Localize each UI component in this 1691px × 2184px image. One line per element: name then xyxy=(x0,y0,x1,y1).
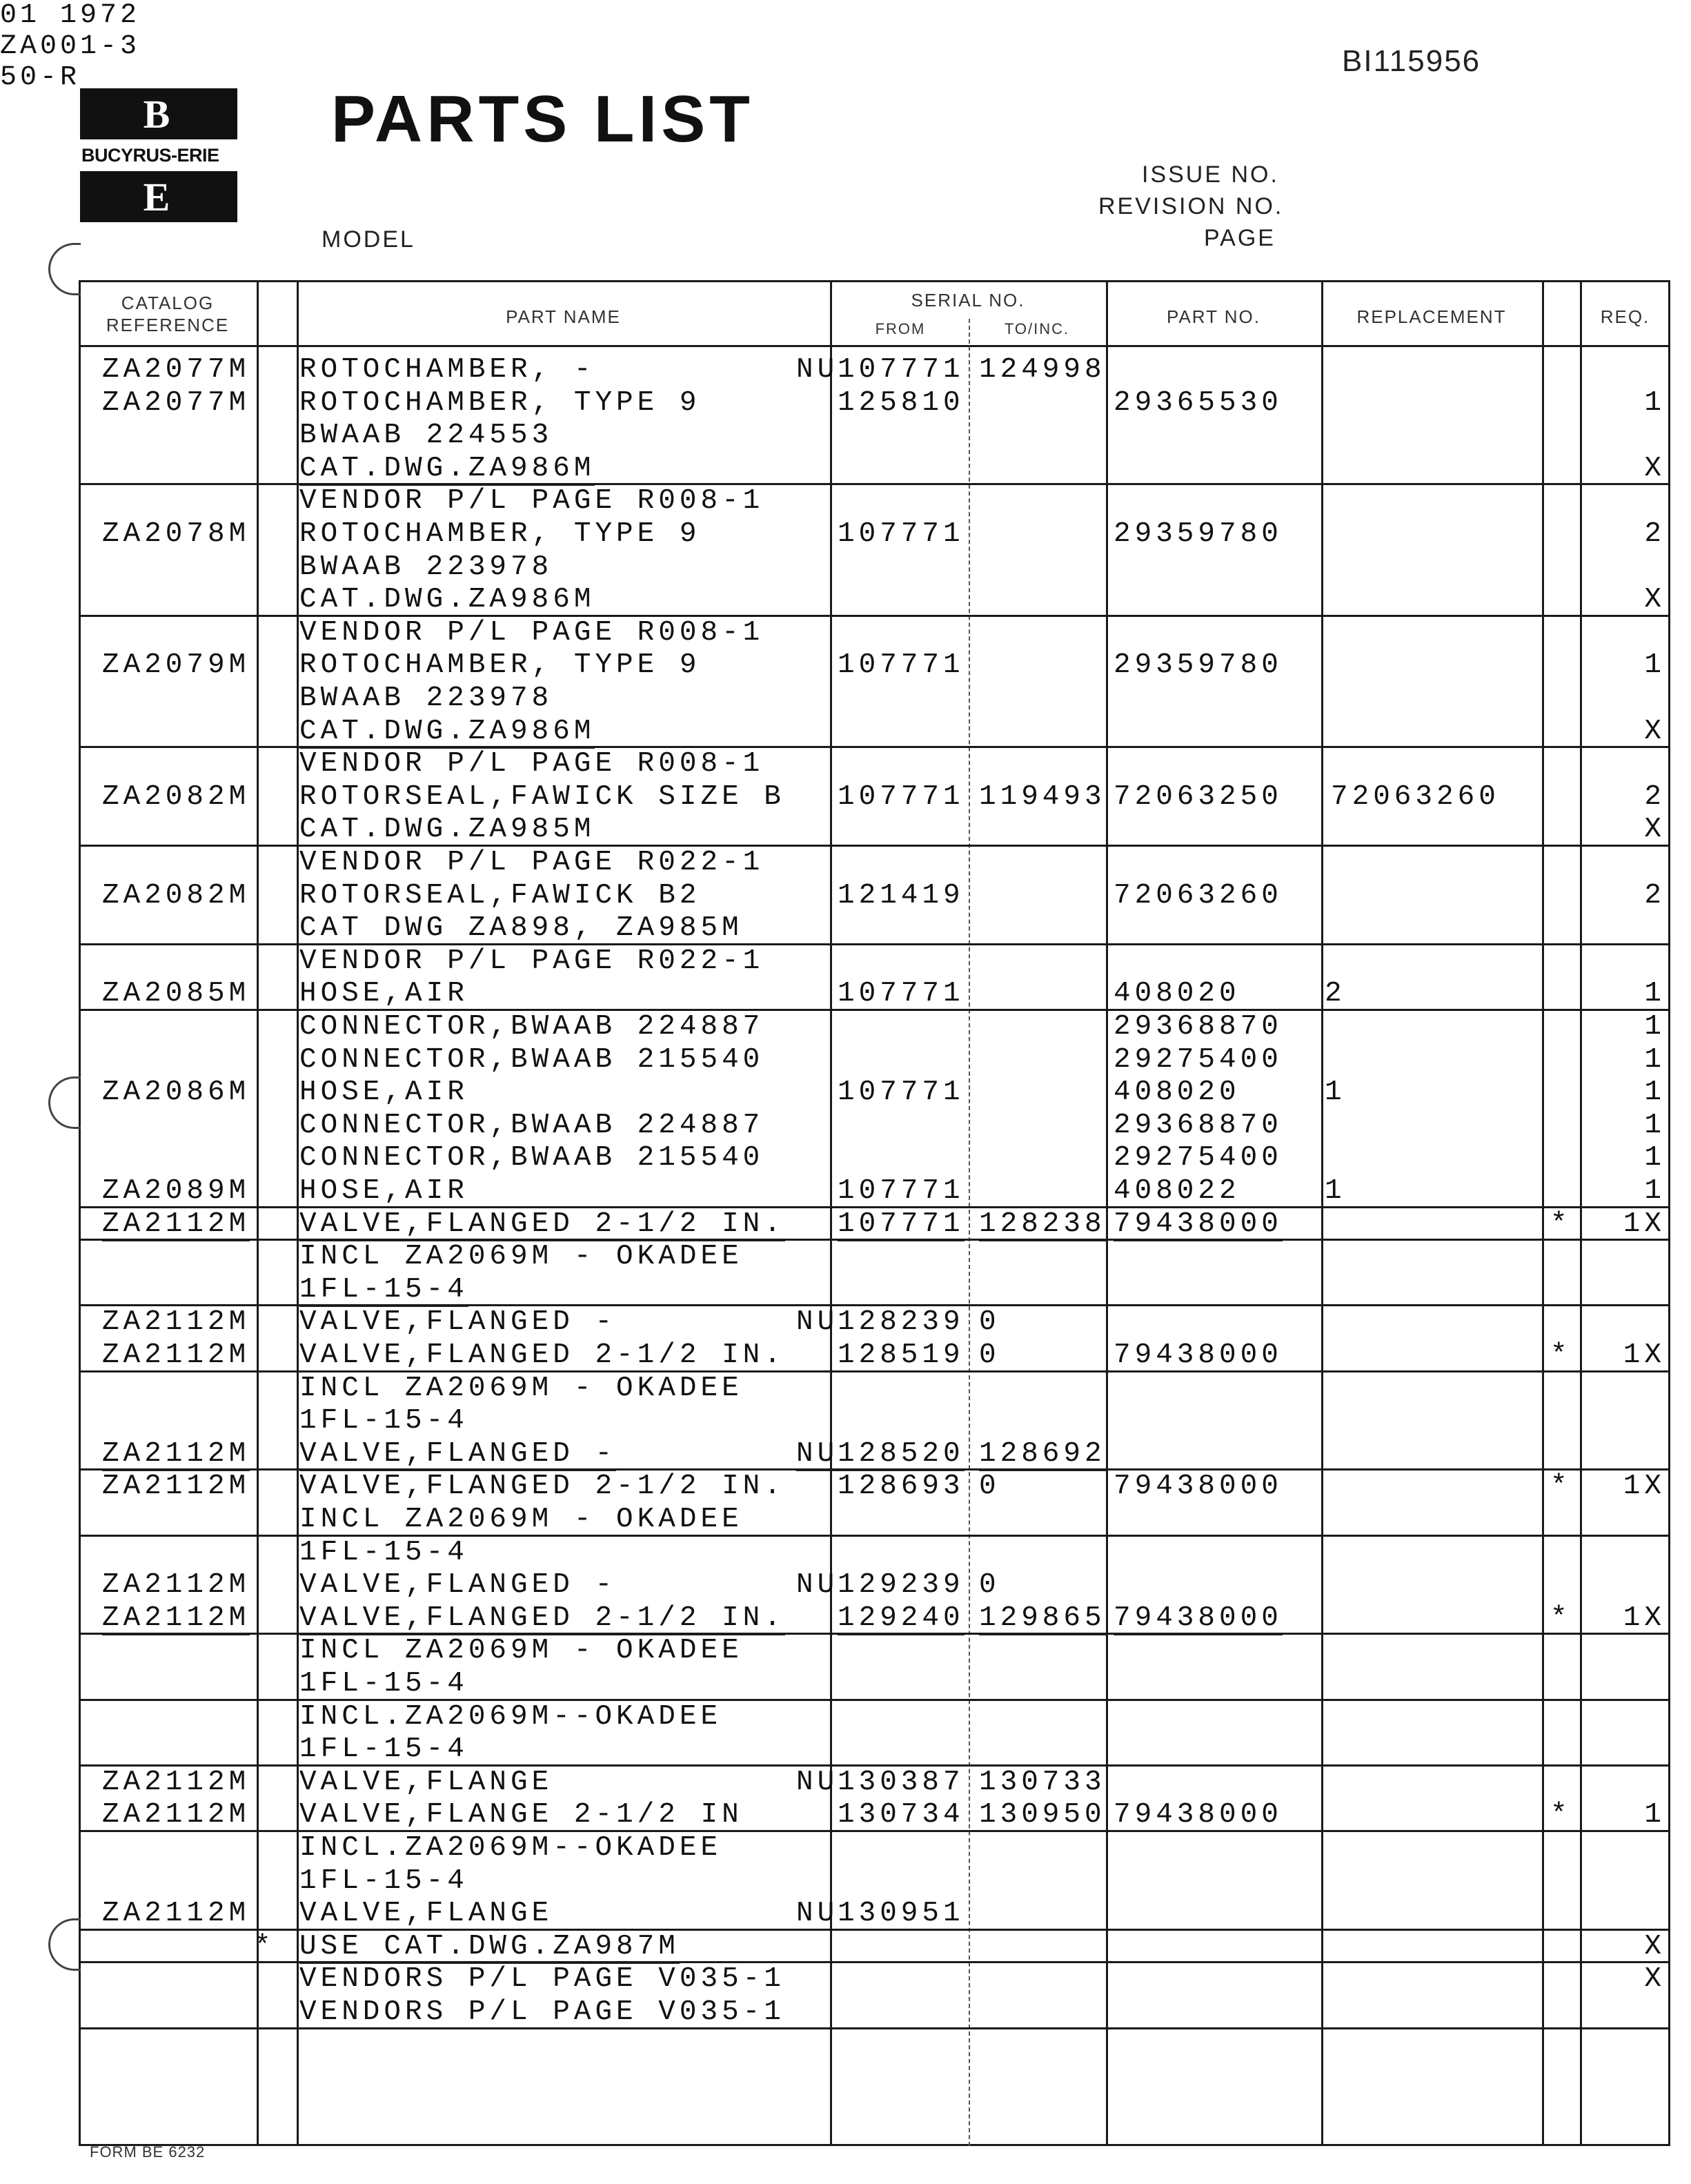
serial-from: 107771 xyxy=(838,354,965,386)
required-qty: 2 xyxy=(1644,518,1665,550)
table-row xyxy=(79,616,1670,649)
table-row xyxy=(79,879,1670,912)
note-marker: * xyxy=(1550,1602,1572,1634)
part-name: CONNECTOR,BWAAB 215540 xyxy=(299,1043,764,1076)
table-row xyxy=(79,1372,1670,1405)
col-header-part-name: PART NAME xyxy=(506,306,621,327)
part-name: BWAAB 224553 xyxy=(299,420,553,452)
part-name: ROTOCHAMBER, TYPE 9 xyxy=(299,649,701,682)
part-name: ROTOCHAMBER, TYPE 9 xyxy=(299,518,701,550)
serial-from: 107771 xyxy=(838,1175,965,1207)
serial-from: 128520 xyxy=(838,1437,965,1470)
part-name: VENDOR P/L PAGE R008-1 xyxy=(299,616,764,649)
page-label: PAGE xyxy=(1204,225,1276,251)
required-qty: 1 xyxy=(1644,1175,1665,1207)
serial-from: 125810 xyxy=(838,386,965,419)
serial-to: 0 xyxy=(979,1470,1000,1503)
revision-label: REVISION NO. xyxy=(1098,193,1284,219)
page-value: ZA001-3 xyxy=(0,31,141,62)
part-name: CONNECTOR,BWAAB 215540 xyxy=(299,1142,764,1174)
page-title: PARTS LIST xyxy=(331,82,754,156)
col-header-catalog: CATALOG xyxy=(121,293,215,313)
part-number: 29368870 xyxy=(1114,1109,1283,1141)
part-number: 79438000 xyxy=(1114,1339,1283,1371)
table-row xyxy=(79,1043,1670,1076)
catalog-reference: ZA2085M xyxy=(102,978,250,1010)
part-name: CONNECTOR,BWAAB 224887 xyxy=(299,1011,764,1043)
table-row xyxy=(79,1109,1670,1142)
part-name: VENDOR P/L PAGE R008-1 xyxy=(299,748,764,780)
required-qty: 2 xyxy=(1644,780,1665,813)
part-name: VENDORS P/L PAGE V035-1 xyxy=(299,1996,785,2028)
part-number: 79438000 xyxy=(1114,1799,1283,1831)
part-name: 1FL-15-4 xyxy=(299,1865,468,1897)
issue-value: 01 1972 xyxy=(0,0,141,31)
table-row xyxy=(79,1733,1670,1766)
part-name: VALVE,FLANGE 2-1/2 IN xyxy=(299,1799,743,1831)
required-qty: 1X xyxy=(1623,1208,1665,1240)
serial-to: 129865 xyxy=(979,1602,1106,1634)
header-divider xyxy=(79,345,1670,347)
part-name: BWAAB 223978 xyxy=(299,551,553,583)
punch-hole xyxy=(48,243,81,295)
part-name: VALVE,FLANGE xyxy=(299,1898,553,1930)
reference-marker: * xyxy=(254,1930,275,1962)
table-row xyxy=(79,1437,1670,1470)
serial-to: 130733 xyxy=(979,1766,1106,1798)
serial-from: 128693 xyxy=(838,1470,965,1503)
issue-label: ISSUE NO. xyxy=(1142,161,1279,188)
part-name: INCL ZA2069M - OKADEE xyxy=(299,1241,743,1273)
required-qty: X xyxy=(1644,715,1665,747)
catalog-reference: ZA2112M xyxy=(102,1766,250,1798)
serial-from: 107771 xyxy=(838,1076,965,1109)
logo-letter-top: B xyxy=(143,91,175,137)
part-name: CAT.DWG.ZA986M xyxy=(299,715,595,747)
table-row xyxy=(79,1208,1670,1241)
table-row xyxy=(79,1897,1670,1930)
table-row xyxy=(79,1470,1670,1503)
part-number: 79438000 xyxy=(1114,1208,1283,1240)
serial-to: 119493 xyxy=(979,780,1106,813)
part-name: 1FL-15-4 xyxy=(299,1405,468,1437)
part-name: HOSE,AIR xyxy=(299,1076,468,1109)
table-row xyxy=(79,1996,1670,2029)
serial-from: 107771 xyxy=(838,780,965,813)
part-number: 408022 1 xyxy=(1114,1175,1346,1207)
serial-from: 129240 xyxy=(838,1602,965,1634)
part-name: VALVE,FLANGED - xyxy=(299,1437,617,1470)
not-used-flag: NU xyxy=(796,1569,839,1602)
table-row xyxy=(79,846,1670,879)
part-name: BWAAB 223978 xyxy=(299,682,553,714)
required-qty: 1 xyxy=(1644,1142,1665,1174)
catalog-reference: ZA2112M xyxy=(102,1898,250,1930)
serial-from: 107771 xyxy=(838,518,965,550)
part-number: 408020 1 xyxy=(1114,1076,1346,1109)
serial-to: 128692 xyxy=(979,1437,1106,1470)
table-row xyxy=(79,1798,1670,1831)
required-qty: 1 xyxy=(1644,1799,1665,1831)
catalog-reference: ZA2112M xyxy=(102,1306,250,1339)
required-qty: 1X xyxy=(1623,1339,1665,1371)
part-name: VENDOR P/L PAGE R008-1 xyxy=(299,485,764,518)
required-qty: 1 xyxy=(1644,1109,1665,1141)
table-row xyxy=(79,1273,1670,1306)
required-qty: 1 xyxy=(1644,386,1665,419)
not-used-flag: NU xyxy=(796,1306,839,1339)
col-header-serial: SERIAL NO. xyxy=(911,290,1025,311)
table-row xyxy=(79,945,1670,978)
required-qty: 1 xyxy=(1644,1043,1665,1076)
part-name: ROTORSEAL,FAWICK B2 xyxy=(299,879,701,912)
part-name: CAT.DWG.ZA986M xyxy=(299,584,595,616)
logo-letter-bottom: E xyxy=(143,174,175,219)
part-name: VENDORS P/L PAGE V035-1 xyxy=(299,1963,785,1996)
part-name: CAT.DWG.ZA986M xyxy=(299,452,595,484)
not-used-flag: NU xyxy=(796,1898,839,1930)
part-name: CAT.DWG.ZA985M xyxy=(299,814,595,846)
part-name: VALVE,FLANGED - xyxy=(299,1306,617,1339)
serial-from: 130734 xyxy=(838,1799,965,1831)
catalog-reference: ZA2077M xyxy=(102,386,250,419)
table-row xyxy=(79,1700,1670,1733)
punch-hole xyxy=(48,1076,81,1129)
table-row xyxy=(79,682,1670,715)
catalog-reference: ZA2112M xyxy=(102,1339,250,1371)
model-label: MODEL xyxy=(322,226,415,253)
serial-to: 130950 xyxy=(979,1799,1106,1831)
part-name: HOSE,AIR xyxy=(299,1175,468,1207)
part-name: CONNECTOR,BWAAB 224887 xyxy=(299,1109,764,1141)
part-name: VALVE,FLANGED 2-1/2 IN. xyxy=(299,1602,785,1634)
part-name: ROTORSEAL,FAWICK SIZE B xyxy=(299,780,785,813)
required-qty: X xyxy=(1644,1930,1665,1962)
serial-from: 128239 xyxy=(838,1306,965,1339)
part-name: VENDOR P/L PAGE R022-1 xyxy=(299,945,764,977)
part-name: 1FL-15-4 xyxy=(299,1273,468,1306)
catalog-reference: ZA2112M xyxy=(102,1799,250,1831)
table-row xyxy=(79,1930,1670,1963)
required-qty: X xyxy=(1644,584,1665,616)
part-number: 29275400 xyxy=(1114,1043,1283,1076)
required-qty: 1 xyxy=(1644,649,1665,682)
table-row xyxy=(79,353,1670,386)
brand-name: BUCYRUS-ERIE xyxy=(81,145,219,166)
catalog-reference: ZA2112M xyxy=(102,1470,250,1503)
serial-from: 107771 xyxy=(838,1208,965,1240)
table-row xyxy=(79,1141,1670,1174)
catalog-reference: ZA2078M xyxy=(102,518,250,550)
required-qty: X xyxy=(1644,814,1665,846)
catalog-reference: ZA2082M xyxy=(102,780,250,813)
table-row xyxy=(79,518,1670,551)
part-number: 29275400 xyxy=(1114,1142,1283,1174)
note-marker: * xyxy=(1550,1339,1572,1371)
part-number: 79438000 xyxy=(1114,1470,1283,1503)
table-row xyxy=(79,1404,1670,1437)
logo-block-bottom xyxy=(80,171,237,222)
required-qty: 1 xyxy=(1644,1076,1665,1109)
serial-from: 107771 xyxy=(838,649,965,682)
note-marker: * xyxy=(1550,1470,1572,1503)
col-header-replacement: REPLACEMENT xyxy=(1356,306,1507,327)
table-row xyxy=(79,1831,1670,1865)
part-name: VALVE,FLANGED 2-1/2 IN. xyxy=(299,1339,785,1371)
part-number: 72063250 xyxy=(1114,780,1283,813)
serial-to: 0 xyxy=(979,1306,1000,1339)
part-name: VALVE,FLANGE xyxy=(299,1766,553,1798)
col-header-to: TO/INC. xyxy=(1004,320,1070,337)
required-qty: X xyxy=(1644,452,1665,484)
serial-to: 124998 xyxy=(979,354,1106,386)
part-name: INCL.ZA2069M--OKADEE xyxy=(299,1832,722,1864)
table-row xyxy=(79,551,1670,584)
model-value: 50-R xyxy=(0,62,81,93)
table-row xyxy=(79,452,1670,485)
col-header-req: REQ. xyxy=(1600,306,1650,327)
table-row xyxy=(79,1536,1670,1569)
table-row xyxy=(79,1667,1670,1700)
required-qty: 1X xyxy=(1623,1602,1665,1634)
table-row xyxy=(79,813,1670,846)
part-number: 408020 2 xyxy=(1114,978,1346,1010)
part-name: INCL.ZA2069M--OKADEE xyxy=(299,1700,722,1733)
table-row xyxy=(79,484,1670,518)
table-row xyxy=(79,1240,1670,1273)
part-name: 1FL-15-4 xyxy=(299,1668,468,1700)
table-row xyxy=(79,1010,1670,1043)
required-qty: X xyxy=(1644,1963,1665,1996)
required-qty: 2 xyxy=(1644,879,1665,912)
col-header-reference: REFERENCE xyxy=(106,315,230,335)
note-marker: * xyxy=(1550,1799,1572,1831)
required-qty: 1X xyxy=(1623,1470,1665,1503)
serial-from: 130951 xyxy=(838,1898,965,1930)
table-row xyxy=(79,1503,1670,1536)
not-used-flag: NU xyxy=(796,1437,839,1470)
table-row xyxy=(79,780,1670,814)
table-row xyxy=(79,1602,1670,1635)
table-row xyxy=(79,419,1670,452)
table-row xyxy=(79,1962,1670,1996)
serial-to: 0 xyxy=(979,1569,1000,1602)
not-used-flag: NU xyxy=(796,354,839,386)
part-name: VENDOR P/L PAGE R022-1 xyxy=(299,847,764,878)
table-row xyxy=(79,649,1670,682)
table-row xyxy=(79,386,1670,420)
catalog-reference: ZA2112M xyxy=(102,1437,250,1470)
part-number: 29359780 xyxy=(1114,518,1283,550)
table-row xyxy=(79,715,1670,748)
table-row xyxy=(79,1865,1670,1898)
part-name: VALVE,FLANGED 2-1/2 IN. xyxy=(299,1470,785,1503)
part-name: 1FL-15-4 xyxy=(299,1733,468,1766)
part-name: HOSE,AIR xyxy=(299,978,468,1010)
table-row xyxy=(79,1174,1670,1208)
catalog-reference: ZA2077M xyxy=(102,354,250,386)
table-row xyxy=(79,1568,1670,1602)
catalog-reference: ZA2112M xyxy=(102,1569,250,1602)
part-name: INCL ZA2069M - OKADEE xyxy=(299,1504,743,1535)
table-row xyxy=(79,747,1670,780)
not-used-flag: NU xyxy=(796,1766,839,1798)
catalog-reference: ZA2112M xyxy=(102,1208,250,1240)
table-row xyxy=(79,1076,1670,1109)
part-name: INCL ZA2069M - OKADEE xyxy=(299,1635,743,1667)
serial-to: 128238 xyxy=(979,1208,1106,1240)
note-marker: * xyxy=(1550,1208,1572,1240)
catalog-reference: ZA2112M xyxy=(102,1602,250,1634)
part-name: USE CAT.DWG.ZA987M xyxy=(299,1930,680,1962)
serial-from: 128519 xyxy=(838,1339,965,1371)
part-number: 29365530 xyxy=(1114,386,1283,419)
logo-block-top xyxy=(80,88,237,139)
row-separator xyxy=(79,2027,1670,2029)
replacement-number: 72063260 xyxy=(1331,780,1500,813)
table-row xyxy=(79,1634,1670,1667)
required-qty: 1 xyxy=(1644,1011,1665,1043)
table-row xyxy=(79,1766,1670,1799)
part-name: VALVE,FLANGED 2-1/2 IN. xyxy=(299,1208,785,1240)
serial-from: 130387 xyxy=(838,1766,965,1798)
table-row xyxy=(79,912,1670,945)
catalog-reference: ZA2082M xyxy=(102,879,250,912)
col-header-from: FROM xyxy=(875,320,926,337)
catalog-reference: ZA2089M xyxy=(102,1175,250,1207)
part-name: ROTOCHAMBER, TYPE 9 xyxy=(299,386,701,419)
col-header-part-no: PART NO. xyxy=(1167,306,1260,327)
part-number: 79438000 xyxy=(1114,1602,1283,1634)
table-row xyxy=(79,1306,1670,1339)
part-number: 72063260 xyxy=(1114,879,1283,912)
serial-from: 107771 xyxy=(838,978,965,1010)
part-name: INCL ZA2069M - OKADEE xyxy=(299,1372,743,1404)
serial-to: 0 xyxy=(979,1339,1000,1371)
table-row xyxy=(79,1339,1670,1372)
part-number: 29359780 xyxy=(1114,649,1283,682)
part-number: 29368870 xyxy=(1114,1011,1283,1043)
bucyrus-erie-logo xyxy=(80,88,239,222)
document-id: BI115956 xyxy=(1342,44,1481,78)
part-name: 1FL-15-4 xyxy=(299,1536,468,1568)
serial-from: 129239 xyxy=(838,1569,965,1602)
required-qty: 1 xyxy=(1644,978,1665,1010)
table-row xyxy=(79,977,1670,1010)
part-name: VALVE,FLANGED - xyxy=(299,1569,617,1602)
serial-from: 121419 xyxy=(838,879,965,912)
catalog-reference: ZA2086M xyxy=(102,1076,250,1109)
table-row xyxy=(79,583,1670,616)
part-name: ROTOCHAMBER, - xyxy=(299,354,595,386)
punch-hole xyxy=(48,1918,81,1971)
part-name: CAT DWG ZA898, ZA985M xyxy=(299,912,743,945)
form-number: FORM BE 6232 xyxy=(90,2143,206,2161)
catalog-reference: ZA2079M xyxy=(102,649,250,682)
